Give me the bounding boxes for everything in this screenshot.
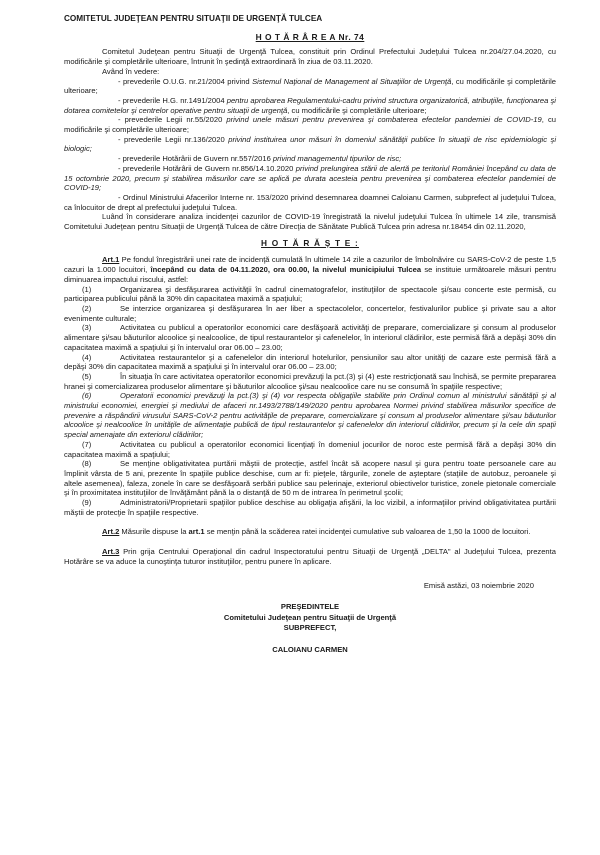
legal-basis-text-i: privind unele măsuri pentru prevenirea şi combaterea efectelor pandemiei de COVID-19 <box>226 115 542 125</box>
article-1-item <box>64 304 556 323</box>
article-2-text-b: art.1 <box>188 527 205 537</box>
article-1-text-a: Pe fondul înregistrării unei rate de incidenţă cumulată în ultimele 14 zile a cazurilor de îmbolnăvire cu SARS-CoV-2 de peste 1,5 cazuri la 1.000 locuitori, <box>64 255 556 275</box>
article-1-item <box>64 440 556 459</box>
article-3 <box>64 547 556 566</box>
article-1-item <box>64 391 556 440</box>
article-1-item <box>64 323 556 352</box>
article-1-text-c: se instituie următoarele măsuri pentru diminuarea impactului riscului, astfel: <box>64 265 556 284</box>
legal-basis-item <box>64 193 556 212</box>
article-1-item <box>64 353 556 372</box>
legal-basis-text-i: privind managementul tipurilor de risc; <box>272 154 402 164</box>
item-number: (2) <box>82 303 92 313</box>
avand-in-vedere: Având în vedere: <box>102 66 160 76</box>
article-3-label: Art.3 <box>102 547 120 557</box>
article-2 <box>64 527 556 537</box>
legal-basis-text-a: - prevederile O.U.G. nr.21/2004 privind <box>118 76 253 86</box>
luand-paragraph: Luând în considerare analiza incidenţei cazurilor de COVID-19 înregistrată la nivelul judeţului Tulcea în ultimele 14 zile, transmisă Comitetului Judeţean pentru Situaţii de Urgenţă Tulcea de către Direcţia de Sănătate Publică Tulcea prin adresa nr.18454 din 02.11.2020, <box>64 212 556 232</box>
signature-committee: Comitetului Judeţean pentru Situaţii de Urgenţă <box>223 612 397 622</box>
article-3-text: Prin grija Centrului Operaţional din cadrul Inspectoratului pentru Situaţii de Urgenţă „DELTA" al Judeţului Tulcea, prezenta Hotărâre se va aduce la cunoştinţa tuturor instituţiilor, pentru punere în aplicare. <box>64 547 556 566</box>
legal-basis-text-i: pentru aprobarea Regulamentului-cadru privind structura organizatorică, atribuţiile, funcţionarea şi dotarea comitetelor şi centrelor operative pentru situaţii de urgenţă <box>64 95 556 115</box>
item-text: În situaţia în care activitatea operatorilor economici prevăzuţi la pct.(3) şi (4) este restricţionată sau închisă, se permite prepararea hranei şi comercializarea produselor alimentare şi băuturilor alcoolice şi/sau nealcoolice care nu se consumă în spaţiile respective; <box>64 371 556 391</box>
item-text: Activitatea restaurantelor şi a cafenelelor din interiorul hotelurilor, pensiunilor sau altor unităţi de cazare este permisă fără a depăşi 30% din capacitatea maximă a spaţiului şi în intervalul orar 06.00 – 23.00; <box>64 352 556 372</box>
signature-block <box>64 602 556 656</box>
intro-paragraph: Comitetul Judeţean pentru Situaţii de Urgenţă Tulcea, constituit prin Ordinul Prefectului Judeţului Tulcea nr.204/27.04.2020, cu modificările şi completările ulterioare, întrunit în şedinţă extraordinară în ziua de 03.11.2020. <box>64 47 556 67</box>
item-number: (9) <box>82 498 92 508</box>
article-1-item <box>64 498 556 517</box>
document-title: H O T Ă R Â R E A Nr. 74 <box>255 31 365 42</box>
item-text: Organizarea şi desfăşurarea activităţii în cadrul cinematografelor, instituţiilor de spectacole şi/sau concerte este permisă, cu participarea publicului până la 30% din capacitatea maximă a spaţiului; <box>64 284 556 304</box>
item-number: (4) <box>82 352 92 362</box>
legal-basis-text-a: - prevederile Hotărârii de Guvern nr.557/2016 <box>118 154 273 164</box>
article-1-intro <box>64 255 556 284</box>
item-text: Se interzice organizarea şi desfăşurarea în aer liber a spectacolelor, concertelor, festivalurilor publice şi private sau a altor evenimente culturale; <box>64 303 556 323</box>
article-2-text-a: Măsurile dispuse la <box>119 527 189 537</box>
article-1-item <box>64 285 556 304</box>
item-number: (7) <box>82 439 92 449</box>
article-2-text-c: se menţin până la scăderea ratei incidenţei cumulative sub valoarea de 1,50 la 1000 de locuitori. <box>204 527 531 537</box>
signature-role: PREŞEDINTELE <box>280 602 340 612</box>
hotaraste-heading: H O T Ă R Ă Ş T E : <box>261 237 359 248</box>
item-number: (3) <box>82 323 92 333</box>
legal-basis-item <box>64 77 556 96</box>
article-2-label: Art.2 <box>102 527 120 537</box>
item-text: Operatorii economici prevăzuţi la pct.(3) şi (4) vor respecta obligaţiile stabilite prin Ordinul comun al ministrului sănătăţii şi al ministrului economiei, energiei şi mediului de afaceri nr.1493/2788/149/2020 pentru aprobarea Normei privind stabilirea măsurilor specifice de prevenire a răspândirii virusului SARS-CoV-2 pentru activităţile de preparare, comercializare şi consum al produselor alimentare şi/sau băuturilor alcoolice şi nealcoolice în unităţile de alimentaţie publică de tipul restaurantelor şi cafenelelor din interiorul clădirilor, precum şi la cele din spaţii special amenajate din exteriorul clădirilor; <box>64 391 556 440</box>
legal-basis-text-b: , cu modificările şi completările ulterioare; <box>287 105 427 115</box>
signature-name: CALOIANU CARMEN <box>272 645 348 655</box>
legal-basis-text-i: privind prelungirea stării de alertă pe teritoriul României începând cu data de 15 octombrie 2020, precum şi stabilirea măsurilor care se aplică pe durata acesteia pentru prevenirea şi combaterea efectelor pandemiei de COVID-19; <box>64 163 557 193</box>
item-text: Administratorii/Proprietarii spaţiilor publice deschise au obligaţia afişării, la loc vizibil, a informaţiilor privind obligativitatea purtării măştii de protecţie în spaţiile respective. <box>64 498 556 517</box>
legal-basis-text-a: - prevederile Hotărârii de Guvern nr.856/14.10.2020 <box>118 163 296 173</box>
legal-basis-text-b: , cu modificările şi completările ulterioare; <box>64 76 556 96</box>
signature-subprefect: SUBPREFECT, <box>283 623 337 633</box>
legal-basis-item <box>64 96 556 115</box>
legal-basis-text-a: - prevederile H.G. nr.1491/2004 <box>118 95 227 105</box>
item-text: Activitatea cu publicul a operatorilor economici licenţiaţi în domeniul jocurilor de noroc este permisă fără a depăşi 30% din capacitatea maximă a spaţiului; <box>64 439 556 459</box>
legal-basis-text-a: - Ordinul Ministrului Afacerilor Interne nr. 153/2020 privind desemnarea doamnei Caloianu Carmen, subprefect al judeţului Tulcea, ca înlocuitor de drept al prefectului judeţului Tulcea. <box>64 192 556 212</box>
item-number: (5) <box>82 371 92 381</box>
issue-date: Emisă astăzi, 03 noiembrie 2020 <box>423 580 534 590</box>
document-header: COMITETUL JUDEŢEAN PENTRU SITUAŢII DE URGENŢĂ TULCEA <box>64 14 323 23</box>
item-number: (8) <box>82 459 92 469</box>
legal-basis-item <box>64 154 556 164</box>
article-1-item <box>64 459 556 498</box>
article-1-text-b: începând cu data de 04.11.2020, ora 00.00, la nivelul municipiului Tulcea <box>150 265 422 275</box>
item-text: Activitatea cu publicul a operatorilor economici care desfăşoară activităţi de preparare, comercializare şi consum al produselor alimentare şi/sau băuturilor alcoolice şi nealcoolice, de tipul restaurantelor şi cafenelelor, în interiorul clădirilor, este permisă fără a depăşi 30% din capacitatea maximă a spaţiului şi în intervalul orar 06.00 – 23.00; <box>64 323 556 352</box>
item-number: (1) <box>82 284 92 294</box>
legal-basis-text-a: - prevederile Legii nr.136/2020 <box>118 134 229 144</box>
item-text: Se menţine obligativitatea purtării măştii de protecţie, astfel încât să acopere nasul şi gura pentru toate persoanele care au împlinit vârsta de 5 ani, prezente în spaţiile publice deschise, cum ar fi: pieţele, târgurile, zonele de aşteptare (staţiile de autobuz, peroanele şi altele asemenea), faleza, zonele în care se desfăşoară serbări publice sau pelerinaje, exteriorul obiectivelor turistice, zonele pietonale comerciale şi în proximitatea instituţiilor de învăţământ până la o distanţă de 50 m de intrarea în perimetrul şcolii; <box>64 459 556 498</box>
legal-basis-item <box>64 135 556 154</box>
legal-basis-text-b: , cu modificările şi completările ulterioare; <box>64 115 556 135</box>
article-1-label: Art.1 <box>102 255 120 265</box>
item-number: (6) <box>82 391 92 401</box>
legal-basis-item <box>64 115 556 134</box>
legal-basis-list <box>64 77 556 213</box>
legal-basis-text-a: - prevederile Legii nr.55/2020 <box>118 115 227 125</box>
article-1-item <box>64 372 556 391</box>
legal-basis-text-i: privind instituirea unor măsuri în domeniul sănătăţii publice în situaţii de risc epidemiologic şi biologic; <box>64 134 557 154</box>
legal-basis-text-i: Sistemul Naţional de Management al Situaţiilor de Urgenţă <box>252 76 452 86</box>
legal-basis-item <box>64 164 556 193</box>
article-1-items <box>64 285 556 518</box>
